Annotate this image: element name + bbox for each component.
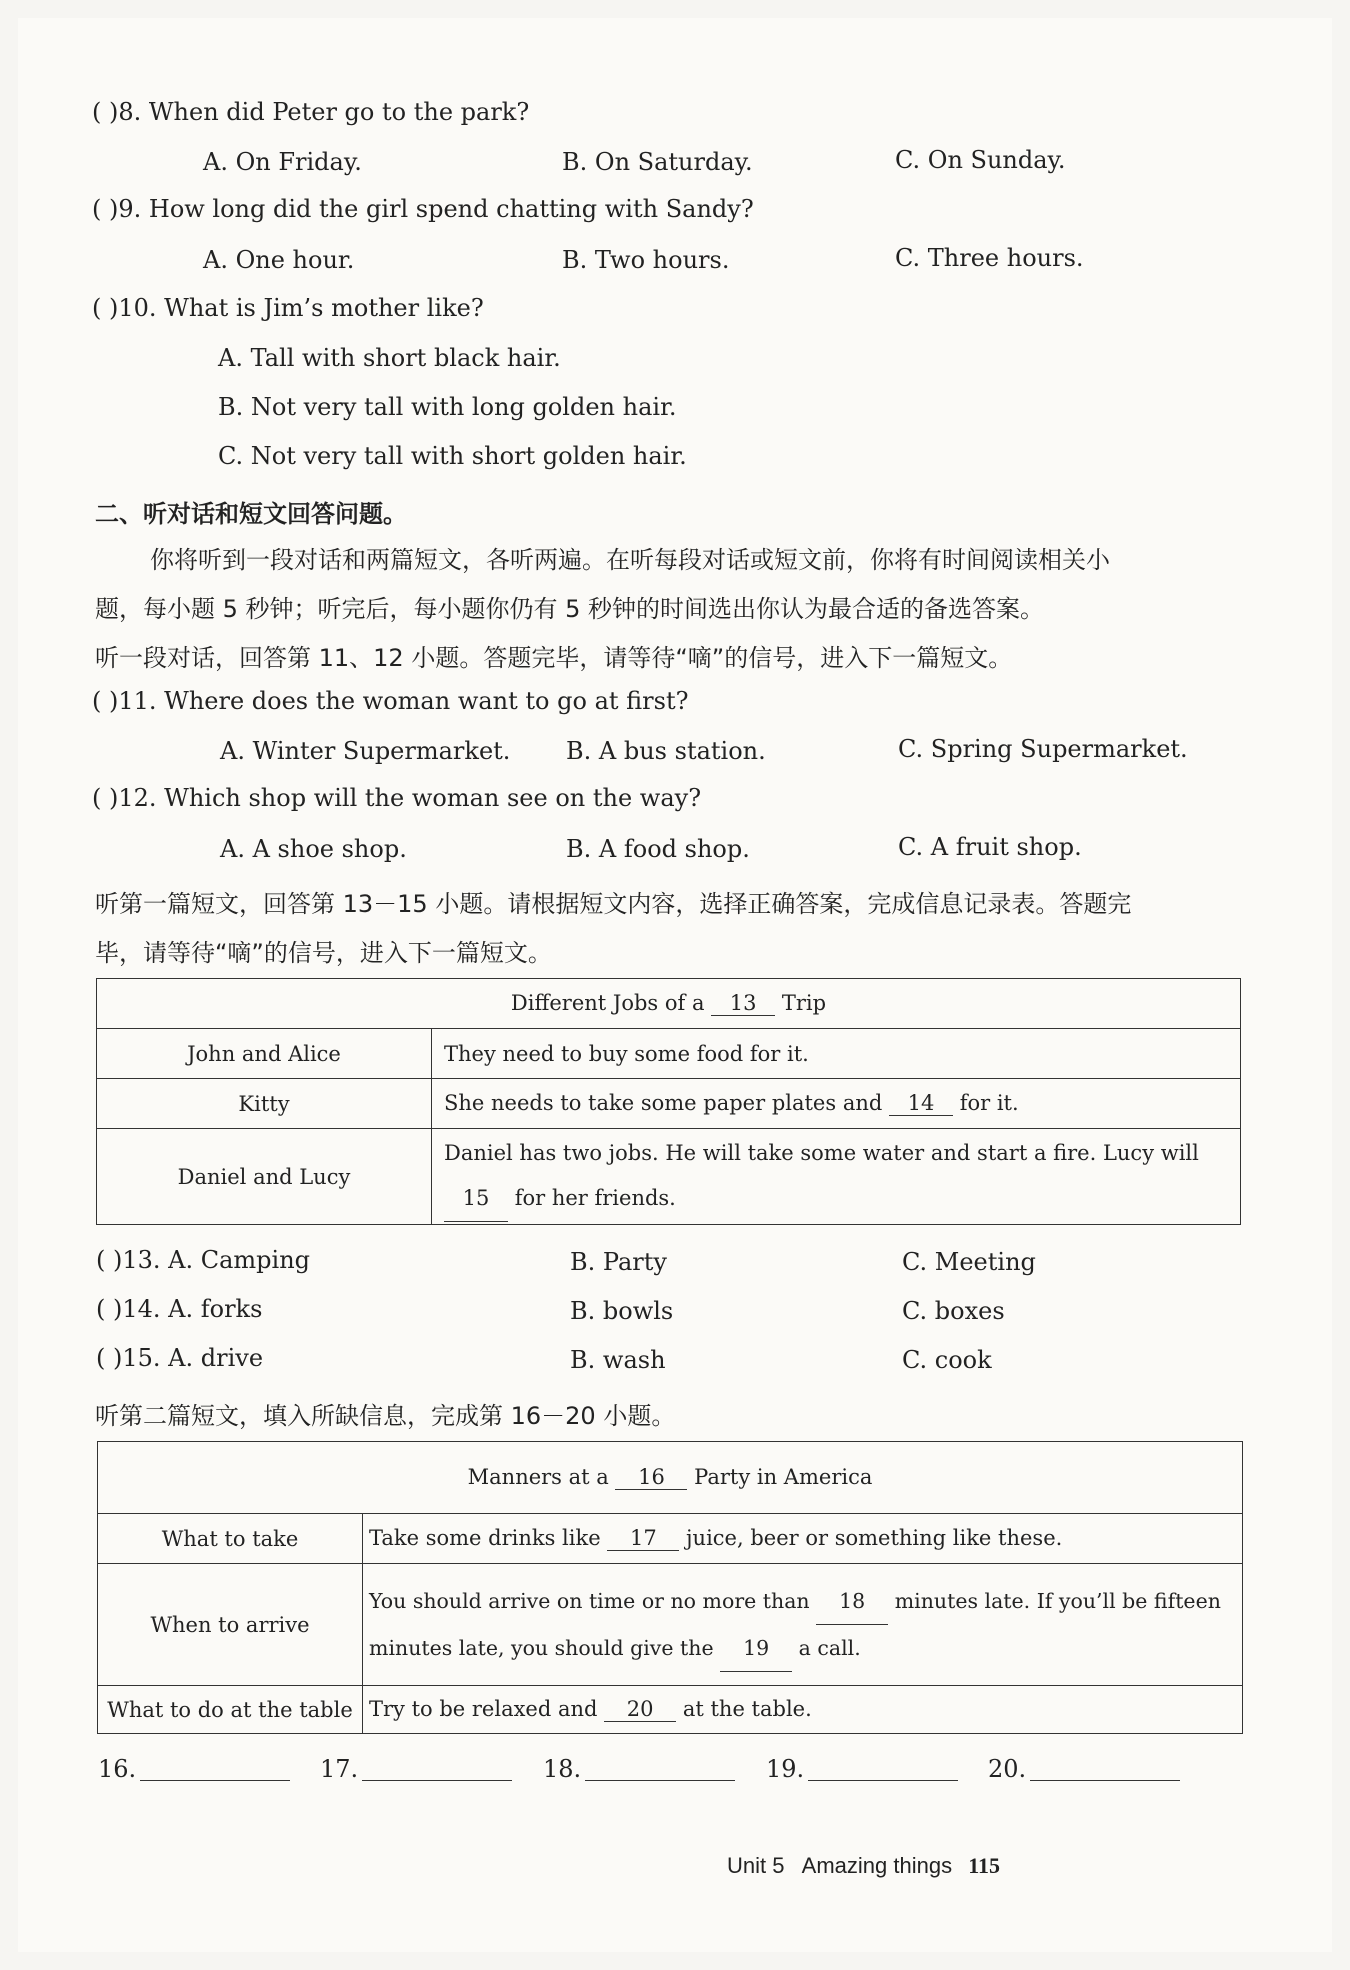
question-10-option-b[interactable]: B. Not very tall with long golden hair.	[218, 393, 677, 421]
table-2-row-3-cell	[363, 1686, 1243, 1734]
answer-16[interactable]	[98, 1756, 290, 1781]
question-13-option-b[interactable]: B. Party	[570, 1248, 667, 1276]
question-9-stem: ( )9. How long did the girl spend chatting with Sandy?	[92, 195, 754, 223]
table-1-title	[97, 979, 1241, 1029]
blank-14[interactable]: 14	[889, 1091, 953, 1116]
answer-17-line[interactable]	[362, 1756, 512, 1781]
table-1-row-2-suffix: for it.	[959, 1091, 1019, 1115]
footer-unit-title: Amazing things	[801, 1853, 953, 1878]
blank-17[interactable]: 17	[607, 1526, 679, 1551]
blank-18[interactable]: 18	[816, 1578, 888, 1625]
passage-1-instruction-line1: 听第一篇短文，回答第 13－15 小题。请根据短文内容，选择正确答案，完成信息记录表。答题完	[95, 890, 1132, 918]
question-8-option-a[interactable]: A. On Friday.	[203, 148, 362, 176]
table-2-row-1-label: What to take	[98, 1514, 363, 1564]
section-2-title: 二、听对话和短文回答问题。	[95, 500, 407, 528]
question-12-option-a[interactable]: A. A shoe shop.	[220, 835, 407, 863]
dialog-instruction: 听一段对话，回答第 11、12 小题。答题完毕，请等待“嘀”的信号，进入下一篇短文。	[95, 644, 1013, 672]
question-15-option-b[interactable]: B. wash	[570, 1346, 666, 1374]
answer-17[interactable]	[320, 1756, 512, 1781]
passage-2-instruction: 听第二篇短文，填入所缺信息，完成第 16－20 小题。	[95, 1402, 676, 1430]
question-9-option-b[interactable]: B. Two hours.	[562, 246, 730, 274]
table-1-row-3-suffix: for her friends.	[514, 1186, 676, 1210]
answer-20-line[interactable]	[1030, 1756, 1180, 1781]
table-1-row-2-text: She needs to take some paper plates and	[444, 1091, 883, 1115]
section-2-intro-line1: 你将听到一段对话和两篇短文，各听两遍。在听每段对话或短文前，你将有时间阅读相关小	[150, 546, 1110, 574]
question-14-stem[interactable]: ( )14. A. forks	[96, 1295, 263, 1323]
table-2-row-1-text: Take some drinks like	[369, 1526, 601, 1550]
table-1-row-3-cell	[432, 1129, 1241, 1225]
blank-16[interactable]: 16	[615, 1465, 687, 1490]
question-12-option-b[interactable]: B. A food shop.	[566, 835, 750, 863]
section-2-intro-line2: 题，每小题 5 秒钟；听完后，每小题你仍有 5 秒钟的时间选出你认为最合适的备选答案。	[95, 595, 1045, 623]
answer-16-label: 16.	[98, 1755, 137, 1783]
question-10-option-c[interactable]: C. Not very tall with short golden hair.	[218, 442, 687, 470]
table-1-row-2-label: Kitty	[97, 1079, 432, 1129]
table-2-row-2-line2: minutes late, you should give the	[369, 1635, 714, 1660]
question-10-stem: ( )10. What is Jim’s mother like?	[92, 294, 484, 322]
answer-20[interactable]	[988, 1756, 1180, 1781]
question-10-option-a[interactable]: A. Tall with short black hair.	[218, 344, 561, 372]
table-2-title-suffix: Party in America	[694, 1465, 873, 1489]
blank-20[interactable]: 20	[604, 1697, 676, 1722]
page-footer	[727, 1853, 1000, 1879]
question-8-stem: ( )8. When did Peter go to the park?	[92, 98, 530, 126]
table-2-row-2-suffix: minutes late. If you’ll be fifteen	[894, 1588, 1221, 1613]
blank-19[interactable]: 19	[720, 1625, 792, 1672]
table-2-row-2-label: When to arrive	[98, 1564, 363, 1686]
passage-1-instruction-line2: 毕，请等待“嘀”的信号，进入下一篇短文。	[95, 939, 552, 967]
question-14-option-b[interactable]: B. bowls	[570, 1297, 674, 1325]
table-2-row-1-cell	[363, 1514, 1243, 1564]
answer-18-line[interactable]	[585, 1756, 735, 1781]
table-2-title-text: Manners at a	[467, 1465, 609, 1489]
question-11-option-b[interactable]: B. A bus station.	[566, 737, 766, 765]
question-8-option-c[interactable]: C. On Sunday.	[895, 146, 1066, 174]
question-11-stem: ( )11. Where does the woman want to go at first?	[92, 687, 689, 715]
question-12-option-c[interactable]: C. A fruit shop.	[898, 833, 1082, 861]
page-number: 115	[968, 1853, 1000, 1878]
table-2-row-3-label: What to do at the table	[98, 1686, 363, 1734]
table-2-title	[98, 1442, 1243, 1514]
answer-18[interactable]	[543, 1756, 735, 1781]
table-2-row-2-cell	[363, 1564, 1243, 1686]
table-2-row-3-text: Try to be relaxed and	[369, 1697, 598, 1721]
question-9-option-a[interactable]: A. One hour.	[203, 246, 355, 274]
table-2-row-2-text: You should arrive on time or no more than	[369, 1588, 810, 1613]
info-table-trip	[96, 978, 1241, 1225]
question-15-stem[interactable]: ( )15. A. drive	[96, 1344, 264, 1372]
answer-19[interactable]	[766, 1756, 958, 1781]
question-12-stem: ( )12. Which shop will the woman see on the way?	[92, 784, 702, 812]
question-11-option-c[interactable]: C. Spring Supermarket.	[898, 735, 1188, 763]
question-13-option-c[interactable]: C. Meeting	[902, 1248, 1036, 1276]
question-13-stem[interactable]: ( )13. A. Camping	[96, 1246, 311, 1274]
question-9-option-c[interactable]: C. Three hours.	[895, 244, 1084, 272]
footer-unit: Unit 5	[727, 1853, 785, 1878]
answer-18-label: 18.	[543, 1755, 582, 1783]
table-2-row-1-suffix: juice, beer or something like these.	[686, 1526, 1063, 1550]
table-1-row-3-label: Daniel and Lucy	[97, 1129, 432, 1225]
table-1-title-suffix: Trip	[781, 991, 827, 1015]
answer-19-line[interactable]	[808, 1756, 958, 1781]
info-table-manners	[97, 1441, 1243, 1734]
answer-19-label: 19.	[766, 1755, 805, 1783]
table-1-row-1-text: They need to buy some food for it.	[432, 1029, 1241, 1079]
answer-16-line[interactable]	[140, 1756, 290, 1781]
table-2-row-2-line2-suffix: a call.	[798, 1635, 861, 1660]
table-1-row-1-label: John and Alice	[97, 1029, 432, 1079]
answer-20-label: 20.	[988, 1755, 1027, 1783]
question-11-option-a[interactable]: A. Winter Supermarket.	[220, 737, 511, 765]
table-2-row-3-suffix: at the table.	[682, 1697, 812, 1721]
table-1-row-3-line1: Daniel has two jobs. He will take some water and start a fire. Lucy will	[444, 1141, 1199, 1165]
question-15-option-c[interactable]: C. cook	[902, 1346, 992, 1374]
blank-13[interactable]: 13	[711, 991, 775, 1016]
table-1-row-2-cell	[432, 1079, 1241, 1129]
answer-17-label: 17.	[320, 1755, 359, 1783]
blank-15[interactable]: 15	[444, 1176, 508, 1222]
question-8-option-b[interactable]: B. On Saturday.	[562, 148, 753, 176]
question-14-option-c[interactable]: C. boxes	[902, 1297, 1005, 1325]
table-1-title-text: Different Jobs of a	[510, 991, 705, 1015]
